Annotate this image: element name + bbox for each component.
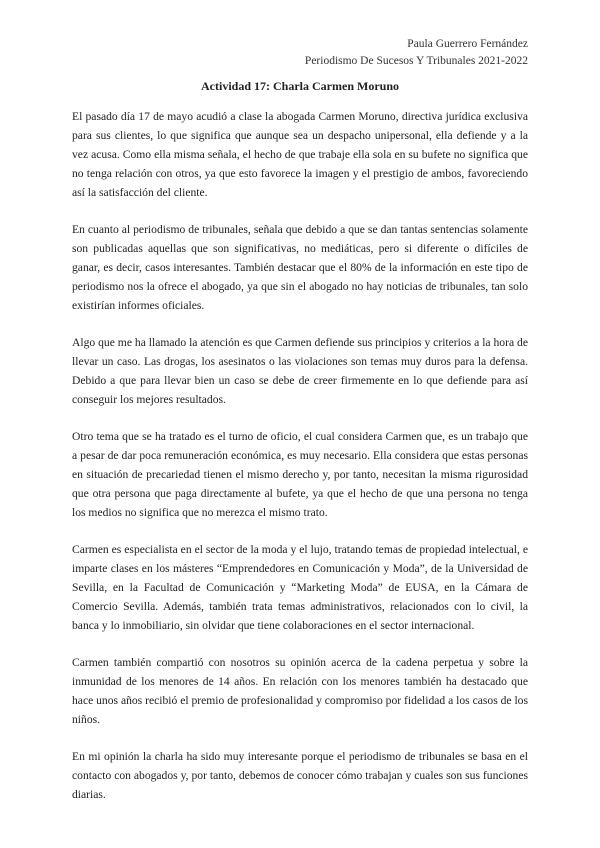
paragraph: El pasado día 17 de mayo acudió a clase la abogada Carmen Moruno, directiva jurídica exclusiva para sus clientes, lo que significa que aunque sea un despacho unipersonal, ella defiende y a la vez acusa. Como ella misma señala, el hecho de que trabaje ella sola en su bufete no significa que no tenga relación con otros, ya que esto favorece la imagen y el prestigio de ambos, favoreciendo así la satisfacción del cliente. <box>72 110 528 199</box>
paragraph: En cuanto al periodismo de tribunales, señala que debido a que se dan tantas sentencias solamente son publicadas aquellas que son significativas, no mediáticas, pero si diferente o difíciles de ganar, es decir, casos interesantes. También destacar que el 80% de la información en este tipo de periodismo nos la ofrece el abogado, ya que sin el abogado no hay noticias de tribunales, tan solo existirían informes oficiales. <box>72 223 528 312</box>
page-header <box>305 36 528 70</box>
paragraph: Algo que me ha llamado la atención es que Carmen defiende sus principios y criterios a la hora de llevar un caso. Las drogas, los asesinatos o las violaciones son temas muy duros para la defensa. Debido a que para llevar bien un caso se debe de creer firmemente en lo que defiende para así conseguir los mejores resultados. <box>72 336 528 406</box>
author-name: Paula Guerrero Fernández <box>407 38 528 50</box>
paragraph: En mi opinión la charla ha sido muy interesante porque el periodismo de tribunales se basa en el contacto con abogados y, por tanto, debemos de conocer cómo trabajan y cuales son sus funciones diarias. <box>72 750 528 802</box>
document-body <box>72 108 528 824</box>
document-title: Actividad 17: Charla Carmen Moruno <box>201 79 399 93</box>
paragraph: Carmen es especialista en el sector de la moda y el lujo, tratando temas de propiedad intelectual, e imparte clases en los másteres “Emprendedores en Comunicación y Moda”, de la Universidad de Sevilla, en la Facultad de Comunicación y “Marketing Moda” de EUSA, en la Cámara de Comercio Sevilla. Además, también trata temas administrativos, relacionados con lo civil, la banca y lo inmobiliario, sin olvidar que tiene colaboraciones en el sector internacional. <box>72 543 528 632</box>
paragraph: Otro tema que se ha tratado es el turno de oficio, el cual considera Carmen que, es un trabajo que a pesar de dar poca remuneración económica, es muy necesario. Ella considera que estas personas en situación de precariedad tienen el mismo derecho y, por tanto, necesitan la misma rigurosidad que otra persona que paga directamente al bufete, ya que el hecho de que una persona no tenga los medios no significa que no merezca el mismo trato. <box>72 430 528 519</box>
paragraph: Carmen también compartió con nosotros su opinión acerca de la cadena perpetua y sobre la inmunidad de los menores de 14 años. En relación con los menores también ha destacado que hace unos años recibió el premio de profesionalidad y compromiso por fidelidad a los casos de los niños. <box>72 656 528 726</box>
course-name: Periodismo De Sucesos Y Tribunales 2021-2022 <box>304 55 528 67</box>
